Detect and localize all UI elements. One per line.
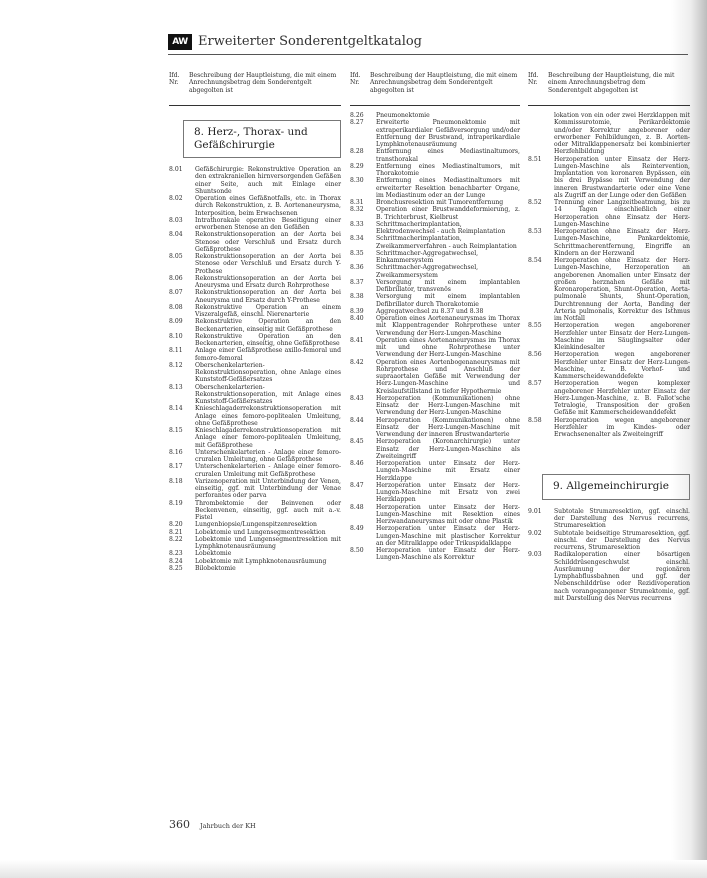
entry-code: 8.47 — [350, 481, 364, 489]
entry-text: Rekonstruktive Operation an einem Viszeralgefäß, einschl. Nierenarterie — [195, 303, 341, 318]
entry-text: Lobektomie und Lungensegmentresektion mit Lymphknotenausräumung — [195, 535, 341, 550]
entry-row — [528, 508, 690, 530]
entry-code: 8.18 — [169, 477, 183, 485]
entry-row — [350, 525, 520, 547]
entry-row — [350, 148, 520, 163]
entry-text: Intrathorakale operative Beseitigung einer erworbenen Stenose an den Gefäßen — [195, 216, 341, 231]
entry-code: 8.29 — [350, 162, 364, 170]
entry-code: 9.01 — [528, 507, 542, 515]
entry-row — [169, 289, 341, 304]
entry-text: Pneumonektomie — [376, 112, 430, 119]
entry-row — [528, 380, 690, 416]
page-header — [168, 34, 688, 55]
entry-code: 8.28 — [350, 148, 364, 156]
entry-row — [350, 417, 520, 439]
entry-row — [350, 359, 520, 395]
entry-code: 8.04 — [169, 231, 183, 239]
entry-text: Schrittmacher-Aggregatwechsel, Einkammersystem — [376, 249, 479, 264]
entry-row — [350, 112, 520, 119]
entry-code: 8.23 — [169, 550, 183, 558]
scan-shadow-bottom — [0, 860, 707, 878]
entry-code: 8.13 — [169, 383, 183, 391]
entry-text: Herzoperation wegen angeborener Herzfehler im Kindes- oder Erwachsenenalter als Zweiteingriff — [554, 416, 690, 438]
entry-list — [528, 508, 690, 602]
column-3 — [528, 72, 690, 602]
entry-row — [169, 550, 341, 557]
entry-code: 8.57 — [528, 380, 542, 388]
entry-text: Knieschlagaderrekonstruktionsoperation mit Anlage eines femoro-poplitealen Umleitung, ohne Gefäßprothese — [195, 405, 341, 427]
entry-text: Herzoperation unter Einsatz der Herz-Lungen-Maschine mit plastischer Korrektur an der Mitralklappe oder Trikuspidalklappe — [376, 525, 520, 547]
entry-row — [169, 304, 341, 319]
entry-text: Versorgung mit einem implantablen Defibrillator, transvenös — [376, 278, 520, 293]
entry-text: Entfernung eines Mediastinaltumors mit erweiterter Resektion benachbarter Organe, im Mediastinum oder an der Lunge — [376, 177, 520, 199]
entry-text: Rekonstruktive Operation an den Beckenarterien, einseitig mit Gefäßprothese — [195, 318, 341, 333]
entry-text: Herzoperation unter Einsatz der Herz-Lungen-Maschine als Korrektur — [376, 547, 520, 562]
entry-text: Rekonstruktionsoperation an der Aorta bei Stenose oder Verschluß und Ersatz durch Gefäßprothese — [195, 231, 341, 253]
entry-code: 8.45 — [350, 438, 364, 446]
entry-row — [350, 337, 520, 359]
entry-row — [350, 504, 520, 526]
entry-text: Trennung einer Langzeitbeatmung, bis zu 14 Tagen einschließlich einer Herzoperation ohne Einsatz der Herz-Lungen-Maschine — [554, 199, 690, 228]
entry-row — [169, 347, 341, 362]
entry-row — [350, 119, 520, 148]
entry-text: Herzoperation unter Einsatz der Herz-Lungen-Maschine mit Ersatz einer Herzklappe — [376, 460, 520, 482]
entry-code: 8.20 — [169, 521, 183, 529]
entry-row — [169, 405, 341, 427]
entry-list — [528, 156, 690, 439]
column-header-nr: Ifd. Nr. — [528, 72, 539, 87]
entry-code: 8.11 — [169, 347, 183, 355]
entry-text: Operation eines Gefäßnotfalls, etc. in Thorax durch Rekonstruktion, z. B. Aortenaneurysma, Interposition, beim Erwachsenen — [195, 195, 341, 217]
entry-code: 8.38 — [350, 293, 364, 301]
entry-text: Schrittmacherimplantation, Elektrodenwechsel - auch Reimplantation — [376, 220, 506, 235]
entry-code: 8.37 — [350, 278, 364, 286]
entry-code: 8.42 — [350, 358, 364, 366]
entry-text: Herzoperation wegen angeborener Herzfehler unter Einsatz der Herz-Lungen-Maschine im Säuglingsalter oder Kleinkindesalter — [554, 322, 690, 351]
page-title: Erweiterter Sonderentgeltkatalog — [198, 34, 423, 49]
entry-text: Herzoperation (Kommunikationen) ohne Einsatz der Herz-Lungen-Maschine mit Verwendung der inneren Brustwandarterie — [376, 416, 520, 438]
entry-text: Radikaloperation einer bösartigen Schilddrüsengeschwulst einschl. Ausräumung der regionären Lymphabflussbahnen und ggf. der Nebenschilddrüse oder Rezidivoperation nach vorangegangener Strumektomie, ggf. mit Darstellung des Nervus recurrens — [554, 551, 690, 602]
entry-row — [350, 163, 520, 178]
entry-text: Oberschenkelarterien-Rekonstruktionsoperation, mit Anlage eines Kunststoff-Gefäßersatzes — [195, 383, 341, 405]
entry-text: Varizenoperation mit Unterbindung der Venen, einseitig, ggf. mit Unterbindung der Venae perforantes oder parva — [195, 477, 341, 500]
entry-text: Herzoperation unter Einsatz der Herz-Lungen-Maschine mit Ersatz von zwei Herzklappen — [376, 481, 520, 504]
entry-row — [350, 250, 520, 265]
entry-code: 8.48 — [350, 503, 364, 511]
entry-code: 8.55 — [528, 322, 542, 330]
entry-code: 8.03 — [169, 216, 183, 224]
entry-row — [528, 257, 690, 322]
column-1 — [169, 72, 341, 572]
column-header — [528, 72, 690, 106]
publisher-logo: AW — [168, 34, 192, 50]
entry-code: 8.51 — [528, 155, 542, 163]
entry-code: 8.49 — [350, 525, 364, 533]
entry-continuation: lokation von ein oder zwei Herzklappen mit Kommissurotomie, Perikardektomie und/oder Korrektur angeborener oder erworbener Fehlbildungen, z. B. Aorten- oder Mitralklappenersatz bei kombinierter Herzfehlbildung — [554, 112, 690, 156]
entry-row — [350, 221, 520, 236]
entry-code: 8.05 — [169, 253, 183, 260]
entry-code: 8.50 — [350, 547, 364, 554]
entry-text: Erweiterte Pneumonektomie mit extraperikardialer Gefäßversorgung und/oder Entfernung der Brustwand, intraperikardiale Lymphknotenausräumung — [376, 119, 520, 148]
entry-text: Lobektomie mit Lymphknotenausräumung — [195, 557, 327, 565]
entry-row — [350, 264, 520, 279]
entry-code: 8.07 — [169, 289, 183, 297]
entry-row — [169, 500, 341, 522]
entry-code: 8.46 — [350, 460, 364, 467]
entry-text: Unterschenkelarterien - Anlage einer femoro-cruralen Umleitung, ohne Gefäßprothese — [195, 448, 341, 463]
entry-code: 8.52 — [528, 199, 542, 206]
entry-row — [169, 478, 341, 500]
entry-text: Oberschenkelarterien-Rekonstruktionsoperation, ohne Anlage eines Kunststoff-Gefäßersatzes — [195, 361, 341, 384]
entry-row — [350, 279, 520, 294]
column-header-description: Beschreibung der Hauptleistung, die mit einem Anrechnungsbetrag dem Sonderentgelt abgegolten ist — [370, 72, 518, 94]
entry-text: Herzoperation ohne Einsatz der Herz-Lungen-Maschine, Pankardektomie, Schrittmacherentfernung, Eingriffe an Kindern an der Herzwand — [554, 228, 690, 257]
entry-text: Operation eines Aortenbogenaneurysmas mit Rohrprothese und Anschluß der supraaortalen Gefäße mit Verwendung der Herz-Lungen-Maschine und Kreislaufstillstand in tiefer Hypothermie — [376, 358, 520, 395]
entry-code: 8.09 — [169, 318, 183, 326]
entry-code: 8.39 — [350, 307, 364, 315]
entry-code: 8.40 — [350, 315, 364, 322]
entry-row — [528, 199, 690, 228]
section-title: 8. Herz-, Thorax- und Gefäßchirurgie — [194, 126, 308, 151]
entry-text: Aggregatwechsel zu 8.37 und 8.38 — [376, 307, 484, 315]
entry-code: 9.02 — [528, 529, 542, 537]
entry-row — [350, 482, 520, 504]
entry-code: 8.16 — [169, 448, 183, 456]
entry-row — [350, 460, 520, 482]
section-heading-box — [183, 120, 341, 158]
entry-text: Lungenbiopsie/Lungenspitzenresektion — [195, 521, 317, 529]
entry-code: 8.30 — [350, 177, 364, 185]
column-header-nr: Ifd. Nr. — [350, 72, 361, 87]
entry-code: 8.58 — [528, 416, 542, 424]
entry-code: 8.31 — [350, 199, 364, 206]
entry-row — [169, 536, 341, 551]
entry-row — [169, 565, 341, 572]
entry-row — [350, 177, 520, 199]
entry-text: Operation eines Aortenaneurysmas im Thorax mit Klappentragender Rohrprothese unter Verwendung der Herz-Lungen-Maschine — [376, 315, 520, 337]
entry-text: Schrittmacher-Aggregatwechsel, Zweikammersystem — [376, 264, 479, 279]
entry-row — [169, 318, 341, 333]
entry-text: Thrombektomie der Beinvenen oder Beckenvenen, einseitig, ggf. auch mit a.-v. Fistel — [195, 499, 341, 521]
entry-code: 8.41 — [350, 336, 364, 344]
entry-text: Lobektomie — [195, 550, 232, 558]
entry-code: 8.12 — [169, 361, 183, 369]
entry-row — [169, 427, 341, 449]
entry-code: 9.03 — [528, 551, 542, 559]
entry-code: 8.43 — [350, 394, 364, 402]
entry-row — [169, 217, 341, 232]
entry-row — [350, 199, 520, 206]
entry-code: 8.27 — [350, 119, 364, 127]
entry-text: Rekonstruktive Operation an den Beckenarterien, einseitig, ohne Gefäßprothese — [195, 332, 341, 347]
entry-row — [350, 395, 520, 417]
entry-text: Entfernung eines Mediastinaltumors, transthorakal — [376, 148, 520, 163]
entry-row — [350, 438, 520, 460]
entry-code: 8.34 — [350, 235, 364, 243]
entry-text: Subtotale Strumaresektion, ggf. einschl. der Darstellung des Nervus recurrens, Strumaresektion — [554, 507, 690, 530]
entry-code: 8.21 — [169, 528, 183, 536]
entry-code: 8.10 — [169, 332, 183, 340]
column-header — [350, 72, 520, 106]
entry-text: Herzoperation unter Einsatz der Herz-Lungen-Maschine mit Resektion eines Herzwandaneurysmas mit oder ohne Plastik — [376, 503, 520, 525]
entry-row — [169, 384, 341, 406]
entry-text: Anlage einer Gefäßprothese axillo-femoral und femoro-femoral — [195, 347, 341, 362]
entry-row — [528, 228, 690, 257]
entry-code: 8.17 — [169, 463, 183, 471]
entry-code: 8.26 — [350, 112, 364, 119]
column-header-nr: Ifd. Nr. — [169, 72, 180, 87]
entry-row — [169, 529, 341, 536]
entry-row — [169, 449, 341, 464]
entry-code: 8.24 — [169, 557, 183, 565]
entry-row — [169, 253, 341, 275]
entry-text: Rekonstruktionsoperation an der Aorta bei Aneurysma und Ersatz durch Rohrprothese — [195, 274, 341, 289]
entry-text: Herzoperation (Koronarchirurgie) unter Einsatz der Herz-Lungen-Maschine als Zweiteingriff — [376, 438, 520, 460]
entry-text: Rekonstruktionsoperation an der Aorta bei Aneurysma und Ersatz durch Y-Prothese — [195, 289, 341, 304]
column-header — [169, 72, 341, 106]
entry-text: Versorgung mit einem implantablen Defibrillator durch Thorakotomie — [376, 293, 520, 308]
entry-text: Entfernung eines Mediastinaltumors, mit Thorakotomie — [376, 162, 520, 177]
entry-row — [169, 362, 341, 384]
entry-row — [528, 322, 690, 351]
entry-text: Subtotale beidseitige Strumaresektion, ggf. einschl. der Darstellung des Nervus recurrens, Strumaresektion — [554, 529, 690, 551]
entry-row — [528, 551, 690, 602]
entry-row — [528, 156, 690, 200]
page-number: 360 — [169, 818, 190, 831]
entry-row — [350, 547, 520, 562]
entry-text: Rekonstruktionsoperation an der Aorta bei Stenose oder Verschluß und Ersatz durch Y-Prothese — [195, 253, 341, 275]
entry-code: 8.33 — [350, 220, 364, 228]
entry-text: Herzoperation wegen komplexer angeborener Herzfehler unter Einsatz der Herz-Lungen-Maschine, z. B. Fallot'sche Tetralogie, Transposition der großen Gefäße mit Kammerscheidewanddefekt — [554, 380, 690, 417]
entry-code: 8.01 — [169, 166, 183, 173]
entry-code: 8.36 — [350, 264, 364, 272]
entry-row — [169, 195, 341, 217]
entry-code: 8.54 — [528, 257, 542, 264]
entry-row — [528, 417, 690, 439]
entry-row — [528, 351, 690, 380]
entry-code: 8.25 — [169, 564, 183, 572]
entry-row — [350, 315, 520, 337]
entry-code: 8.15 — [169, 427, 183, 434]
entry-row — [350, 235, 520, 250]
entry-row — [350, 206, 520, 221]
entry-list — [528, 112, 690, 438]
column-header-description: Beschreibung der Hauptleistung, die mit einem Anrechnungsbetrag dem Sonderentgelt abgegolten ist — [189, 72, 337, 94]
entry-code: 8.08 — [169, 303, 183, 311]
entry-text: Gefäßchirurgie: Rekonstruktive Operation an den extrakraniellen hirnversorgenden Gefäßen einer Seite, auch mit Einlage einer Shuntsonde — [195, 166, 341, 195]
entry-code: 8.56 — [528, 351, 542, 359]
entry-text: Knieschlagaderrekonstruktionsoperation mit Anlage einer femoro-poplitealen Umleitung, mit Gefäßprothese — [195, 427, 341, 449]
entry-text: Herzoperation wegen angeborener Herzfehler unter Einsatz der Herz-Lungen-Maschine, z. B. Vorhof- und Kammerscheidewanddefekte — [554, 351, 690, 380]
column-header-description: Beschreibung der Hauptleistung, die mit einem Anrechnungsbetrag dem Sonderentgelt abgegolten ist — [548, 72, 675, 94]
entry-text: Herzoperation unter Einsatz der Herz-Lungen-Maschine als Reintervention, Implantation von koronaren Bypässen, ein bis drei Bypässe mit Verwendung der inneren Brustwandarterie oder eine Vene als Zugriff an der Lunge oder den Gefäßen — [554, 155, 690, 199]
entry-row — [169, 275, 341, 290]
entry-row — [528, 530, 690, 552]
entry-text: Herzoperation (Kommunikationen) ohne Einsatz der Herz-Lungen-Maschine mit Verwendung der Herz-Lungen-Maschine — [376, 394, 520, 417]
entry-row — [169, 463, 341, 478]
entry-text: Herzoperation ohne Einsatz der Herz-Lungen-Maschine, Herzoperation an angeborenen Anomalien unter Einsatz der großen herznahen Gefäße mit Koronaroperation, Shunt-Operation, Aorta-pulmonale Shunts, Shunt-Operation, Durchtrennung der Aorta, Banding der Arteria pulmonalis, Korrektur des Isthmus im Notfall — [554, 257, 690, 322]
entry-row — [350, 293, 520, 308]
entry-row — [169, 558, 341, 565]
entry-text: Schrittmacherimplantation, Zweikammerverfahren - auch Reimplantation — [376, 235, 517, 250]
entry-row — [169, 521, 341, 528]
entry-row — [169, 231, 341, 253]
entry-text: Unterschenkelarterien - Anlage einer femoro-cruralen Umleitung mit Gefäßprothese — [195, 463, 341, 478]
footer-source: Jahrbuch der KH — [200, 822, 256, 830]
entry-text: Bronchusresektion mit Tumorentfernung — [376, 199, 504, 206]
section-heading-box — [542, 474, 690, 500]
entry-list — [350, 112, 520, 562]
entry-row — [169, 333, 341, 348]
entry-text: Lobektomie und Lungensegmentresektion — [195, 528, 326, 536]
entry-code: 8.35 — [350, 249, 364, 257]
entry-code: 8.19 — [169, 499, 183, 507]
entry-code: 8.02 — [169, 195, 183, 202]
entry-code: 8.06 — [169, 274, 183, 282]
entry-row — [350, 308, 520, 315]
entry-code: 8.53 — [528, 228, 542, 235]
entry-code: 8.44 — [350, 416, 364, 424]
entry-code: 8.14 — [169, 405, 183, 413]
entry-list — [169, 166, 341, 572]
section-title: 9. Allgemeinchirurgie — [553, 480, 669, 493]
entry-row — [169, 166, 341, 195]
entry-text: Operation eines Aortenaneurysmas im Thorax mit und ohne Rohrprothese unter Verwendung der Herz-Lungen-Maschine — [376, 336, 520, 359]
column-2 — [350, 72, 520, 562]
entry-text: Operation einer Brustwanddeformierung, z. B. Trichterbrust, Kielbrust — [376, 206, 520, 221]
entry-text: Bilobektomie — [195, 564, 236, 572]
page-footer — [169, 818, 256, 831]
entry-code: 8.22 — [169, 535, 183, 543]
entry-code: 8.32 — [350, 206, 364, 214]
